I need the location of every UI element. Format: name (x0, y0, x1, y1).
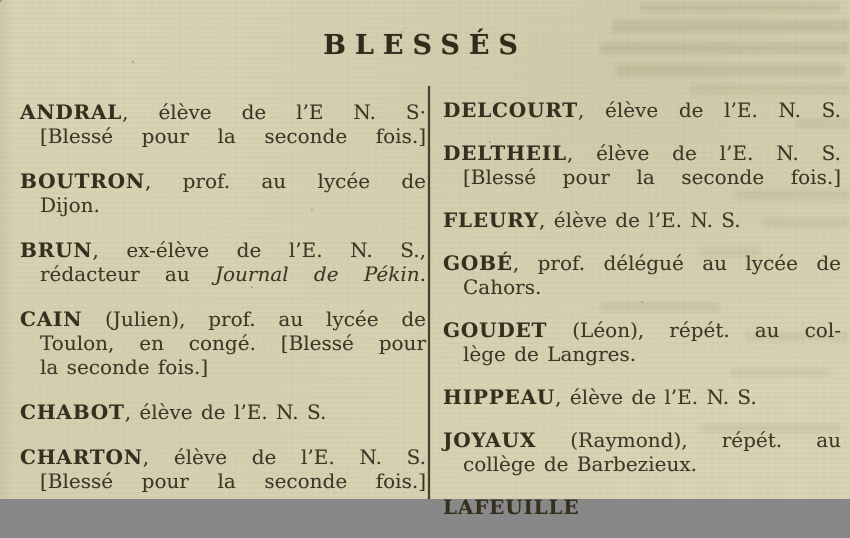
entry-line (20, 238, 426, 262)
entry-text: [Blessé pour la seconde fois.] (40, 124, 426, 148)
list-entry (20, 238, 426, 286)
entry-line (20, 307, 426, 331)
entry-text: (Raymond), répét. au (536, 428, 841, 452)
person-name: CAIN (20, 307, 83, 331)
entry-line (443, 385, 841, 409)
person-name: CHABOT (20, 400, 125, 424)
entry-text: Cahors. (463, 275, 542, 299)
entry-text: [Blessé pour la seconde fois.] (40, 469, 426, 493)
list-entry (20, 445, 426, 493)
entry-text: . (419, 262, 426, 286)
entry-line (20, 400, 426, 424)
list-entry (20, 307, 426, 379)
list-entry (443, 98, 841, 122)
entry-text: Dijon. (40, 193, 100, 217)
entry-text: , élève de l’E. N. S. (124, 400, 327, 424)
list-entry (20, 169, 426, 217)
paper-speckles (0, 0, 2, 2)
person-name: HIPPEAU (443, 385, 556, 409)
entry-text: (Léon), répét. au col- (547, 318, 841, 342)
entry-line (443, 428, 841, 452)
entry-text: rédacteur au (40, 262, 215, 286)
list-entry (443, 141, 841, 189)
entry-line (40, 331, 426, 355)
list-entry (443, 495, 841, 519)
entry-text: (Julien), prof. au lycée de (82, 307, 426, 331)
entry-text: , élève de l’E. N. S. (539, 208, 741, 232)
entry-line (20, 169, 426, 193)
list-entry (443, 428, 841, 476)
entry-line (40, 193, 426, 217)
entry-text: , prof. au lycée de (144, 169, 426, 193)
entry-text: , élève de l’E. N. S. (577, 98, 841, 122)
entry-text: la seconde fois.] (40, 355, 209, 379)
entry-line (443, 98, 841, 122)
entry-line (463, 452, 841, 476)
person-name: BRUN (20, 238, 93, 262)
entry-text: lège de Langres. (463, 342, 637, 366)
entry-line (40, 124, 426, 148)
list-entry (443, 385, 841, 409)
person-name: LAFEUILLE (443, 495, 580, 519)
entry-line (20, 100, 426, 124)
entry-text: , élève de l’E N. S· (122, 100, 426, 124)
entry-text: , élève de l’E. N. S. (555, 385, 757, 409)
person-name: JOYAUX (443, 428, 537, 452)
person-name: CHARTON (20, 445, 143, 469)
entry-line (443, 251, 841, 275)
list-entry (443, 251, 841, 299)
entry-text: [Blessé pour la seconde fois.] (463, 165, 841, 189)
column-divider-rule (428, 86, 430, 499)
person-name: GOUDET (443, 318, 548, 342)
entry-line (443, 318, 841, 342)
entry-line (40, 355, 426, 379)
entry-line (20, 445, 426, 469)
person-name: GOBÉ (443, 251, 513, 275)
entry-text: , élève de l’E. N. S. (566, 141, 841, 165)
entry-line (40, 469, 426, 493)
entry-line (443, 141, 841, 165)
bleed-through-text (640, 2, 840, 13)
entry-text: , ex-élève de l’E. N. S., (92, 238, 426, 262)
column-right (443, 92, 841, 538)
column-left (20, 92, 426, 514)
entry-line (463, 342, 841, 366)
person-name: DELTHEIL (443, 141, 567, 165)
person-name: DELCOURT (443, 98, 578, 122)
journal-title: Journal de Pékin (214, 262, 420, 286)
entry-text: collège de Barbezieux. (463, 452, 697, 476)
entry-line (443, 495, 841, 519)
entry-line (40, 262, 426, 286)
page-title: BLESSÉS (323, 30, 527, 62)
person-name: ANDRAL (20, 100, 123, 124)
person-name: BOUTRON (20, 169, 145, 193)
list-entry (443, 318, 841, 366)
entry-text: , prof. délégué au lycée de (512, 251, 841, 275)
list-entry (20, 100, 426, 148)
list-entry (443, 208, 841, 232)
person-name: FLEURY (443, 208, 540, 232)
entry-line (463, 275, 841, 299)
entry-text: Toulon, en congé. [Blessé pour (40, 331, 426, 355)
bleed-through-text (615, 64, 845, 76)
list-entry (20, 400, 426, 424)
entry-line (463, 165, 841, 189)
entry-text: , élève de l’E. N. S. (142, 445, 426, 469)
entry-line (443, 208, 841, 232)
